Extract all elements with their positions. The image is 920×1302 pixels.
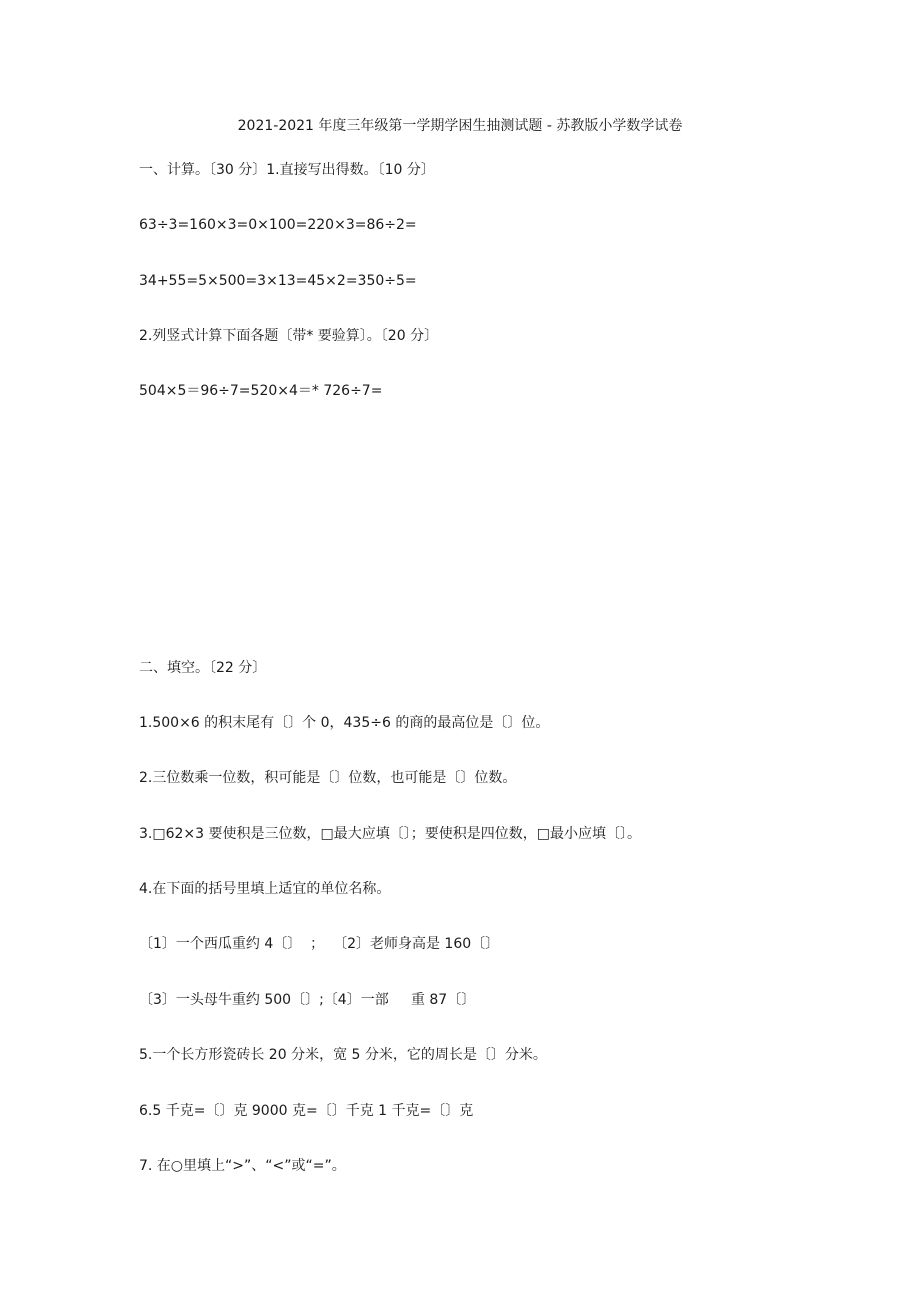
oral-calc-row-1: 63÷3=160×3=0×100=220×3=86÷2= xyxy=(139,217,417,233)
fill-question-7: 7. 在○里填上“>”、“<”或“=”。 xyxy=(139,1158,346,1174)
fill-question-4-line-1: 〔1〕一个西瓜重约 4〔〕 ； 〔2〕老师身高是 160〔〕 xyxy=(139,936,500,952)
section1-heading: 一、计算。〔30 分〕1.直接写出得数。〔10 分〕 xyxy=(139,162,435,178)
fill-question-5: 5.一个长方形瓷砖长 20 分米，宽 5 分米，它的周长是〔〕分米。 xyxy=(139,1047,547,1063)
document-title: 2021-2021 年度三年级第一学期学困生抽测试题 - 苏教版小学数学试卷 xyxy=(237,118,683,134)
vertical-calc-heading: 2.列竖式计算下面各题〔带* 要验算〕。〔20 分〕 xyxy=(139,328,439,344)
vertical-calc-row: 504×5＝96÷7=520×4＝* 726÷7= xyxy=(139,383,383,399)
fill-question-1: 1.500×6 的积末尾有〔〕个 0，435÷6 的商的最高位是〔〕位。 xyxy=(139,715,550,731)
fill-question-3: 3.□62×3 要使积是三位数，□最大应填〔〕；要使积是四位数，□最小应填〔〕。 xyxy=(139,826,641,842)
fill-question-2: 2.三位数乘一位数，积可能是〔〕位数，也可能是〔〕位数。 xyxy=(139,770,517,786)
fill-question-4-line-2: 〔3〕一头母牛重约 500〔〕;〔4〕一部 重 87〔〕 xyxy=(139,992,476,1008)
fill-question-6: 6.5 千克=〔〕克 9000 克=〔〕千克 1 千克=〔〕克 xyxy=(139,1103,474,1119)
section2-heading: 二、填空。〔22 分〕 xyxy=(139,660,267,676)
oral-calc-row-2: 34+55=5×500=3×13=45×2=350÷5= xyxy=(139,273,417,289)
fill-question-4: 4.在下面的括号里填上适宜的单位名称。 xyxy=(139,881,391,897)
